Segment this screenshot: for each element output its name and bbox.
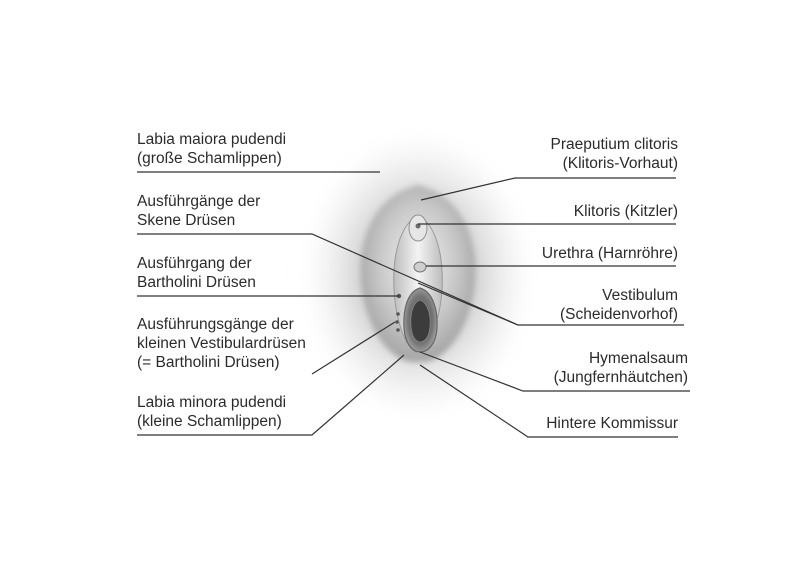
label-vestibule: [560, 286, 678, 324]
label-clitoral-hood: [551, 135, 679, 173]
vestibular-duct-dot-1: [396, 312, 400, 316]
label-line: Hymenalsaum: [588, 350, 688, 367]
label-line: Hintere Kommissur: [546, 415, 678, 432]
label-line: (Jungfernhäutchen): [553, 369, 688, 386]
label-line: Vestibulum: [602, 287, 678, 304]
label-line: Ausführgang der: [137, 255, 252, 272]
label-line: (große Schamlippen): [137, 150, 282, 167]
label-clitoris: [574, 202, 678, 221]
label-line: Klitoris (Kitzler): [573, 203, 678, 220]
label-labia-minora: [137, 393, 286, 431]
label-line: Labia minora pudendi: [137, 394, 287, 411]
vestibular-duct-dot-2: [395, 320, 399, 324]
label-line: Ausführungsgänge der: [137, 316, 294, 333]
label-urethra: [542, 244, 678, 263]
urethra-shape: [414, 262, 426, 272]
label-labia-majora: [137, 130, 286, 168]
label-line: Praeputium clitoris: [550, 136, 678, 153]
label-line: (= Bartholini Drüsen): [137, 354, 280, 371]
label-line: Urethra (Harnröhre): [541, 245, 678, 262]
label-line: Skene Drüsen: [137, 212, 236, 229]
label-line: (Klitoris-Vorhaut): [562, 155, 678, 172]
label-hymen: [554, 349, 688, 387]
label-line: Ausführgänge der: [137, 193, 261, 210]
label-line: Labia maiora pudendi: [137, 131, 287, 148]
label-posterior-commissure: [546, 414, 678, 433]
label-skene-ducts: [137, 192, 260, 230]
label-line: (Scheidenvorhof): [559, 306, 678, 323]
vestibular-duct-dot-3: [396, 328, 400, 332]
label-line: kleinen Vestibulardrüsen: [137, 335, 306, 352]
label-line: Bartholini Drüsen: [137, 274, 256, 291]
label-bartholin-duct: [137, 254, 256, 292]
label-minor-vestibular-ducts: [137, 315, 306, 372]
label-line: (kleine Schamlippen): [137, 413, 282, 430]
